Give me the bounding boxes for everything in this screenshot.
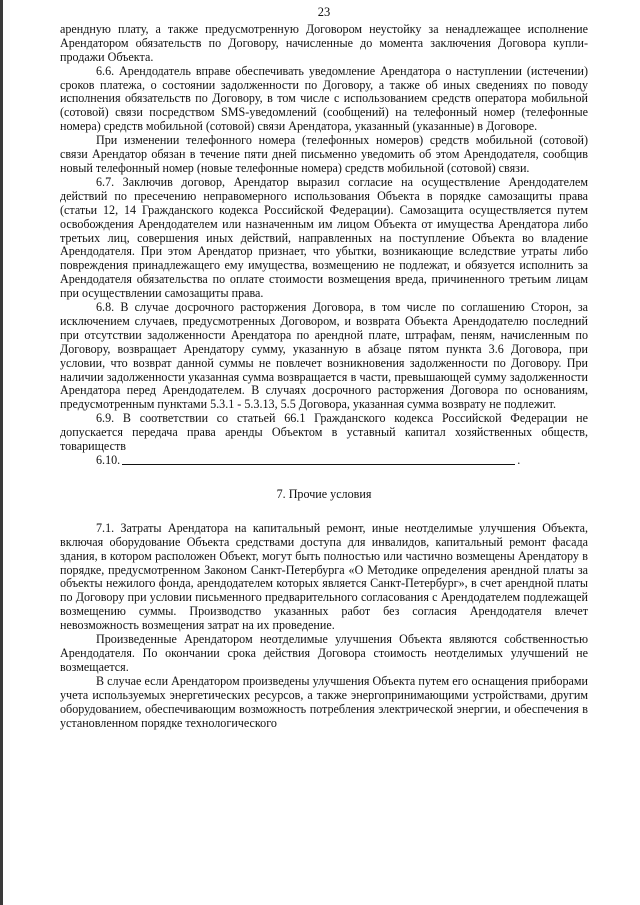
clause-6-7: 6.7. Заключив договор, Арендатор выразил согласие на осуществление Арендодателем действий по пресечению неправомерного использования Объекта в порядке самозащиты права (статьи 12, 14 Гражданского кодекса Российской Федерации). Самозащита осуществляется путем освобождения Арендодателем или назначенным им лицом Объекта от имущества Арендатора либо третьих лиц, совершения иных действий, направленных на поступление Объекта во владение Арендодателя. При этом Арендатор признает, что убытки, возникающие вследствие утраты либо повреждения принадлежащего ему имущества, возмещению не подлежат, и обязуется исполнить за Арендодателя обязательства по оплате стоимости возмещения вреда, причиненного третьим лицам при осуществлении самозащиты права.: [60, 174, 588, 301]
clause-6-10: [60, 454, 588, 468]
clause-7-1-improvements: Произведенные Арендатором неотделимые улучшения Объекта являются собственностью Арендодателя. По окончании срока действия Договора стоимость неотделимых улучшений не возмещается.: [60, 632, 588, 674]
clause-6-6-phone-change: При изменении телефонного номера (телефонных номеров) средств мобильной (сотовой) связи Арендатор обязан в течение пяти дней письменно уведомить об этом Арендодателя, сообщив новый телефонный номер (новые телефонные номера) средств мобильной (сотовой) связи.: [60, 133, 588, 175]
page-number: 23: [317, 5, 331, 19]
document-page: [60, 6, 588, 730]
clause-6-9: 6.9. В соответствии со статьей 66.1 Гражданского кодекса Российской Федерации не допускается передача права аренды Объектом в уставный капитал хозяйственных обществ, товариществ: [60, 411, 588, 454]
clause-6-8: 6.8. В случае досрочного расторжения Договора, в том числе по соглашению Сторон, за исключением случаев, предусмотренных Договором, и возврата Объекта Арендодателю последний при отсутствии задолженности Арендатора по арендной плате, штрафам, пеням, начисленным по Договору, возвращает Арендатору сумму, указанную в абзаце пятом пункта 3.6 Договора, при условии, что возврат данной суммы не повлечет возникновения задолженности по Договору. При наличии задолженности указанная сумма возвращается в части, превышающей сумму задолженности Арендатора перед Арендодателем. В случаях досрочного расторжения Договора по основаниям, предусмотренным пунктами 5.3.1 - 5.3.13, 5.5 Договора, указанная сумма возврату не подлежит.: [60, 300, 588, 412]
clause-6-10-tail: .: [517, 453, 521, 467]
clause-7-1-metering: В случае если Арендатором произведены улучшения Объекта путем его оснащения приборами учета используемых энергетических ресурсов, а также энергопринимающими устройствами, другим оборудованием, обеспечивающим возможность потребления электрической энергии, и обеспечения в установленном порядке технологического: [60, 673, 588, 730]
blank-fill-line: [122, 464, 515, 465]
paragraph-continuation: арендную плату, а также предусмотренную Договором неустойку за ненадлежащее исполнение Арендатором обязательств по Договору, начисленные до момента заключения Договора купли-продажи Объекта.: [60, 21, 588, 64]
clause-7-1: 7.1. Затраты Арендатора на капитальный ремонт, иные неотделимые улучшения Объекта, включая оборудование Объекта средствами доступа для инвалидов, капитальный ремонт фасада здания, в котором расположен Объект, могут быть полностью или частично возмещены Арендатору в порядке, предусмотренном Законом Санкт-Петербурга «О Методике определения арендной платы за объекты нежилого фонда, арендодателем которых является Санкт-Петербург», в счет арендной платы по Договору при условии письменного предварительного согласования с Арендодателем подлежащей возмещению суммы. Производство указанных работ без согласия Арендодателя влечет невозможность возмещения затрат на их проведение.: [60, 520, 588, 633]
clause-6-6: 6.6. Арендодатель вправе обеспечивать уведомление Арендатора о наступлении (истечении) сроков платежа, о состоянии задолженности по Договору, а также об иных сведениях по поводу исполнения обязательств по Договору, в том числе с использованием средств оператора мобильной (сотовой) связи посредством SMS-уведомлений (сообщений) на телефонный номер (телефонные номера) средств мобильной (сотовой) связи Арендатора, указанный (указанные) в Договоре.: [60, 63, 588, 134]
scan-edge: [0, 0, 3, 905]
clause-6-10-number: 6.10.: [96, 453, 121, 467]
section-title: 7. Прочие условия: [276, 486, 372, 501]
